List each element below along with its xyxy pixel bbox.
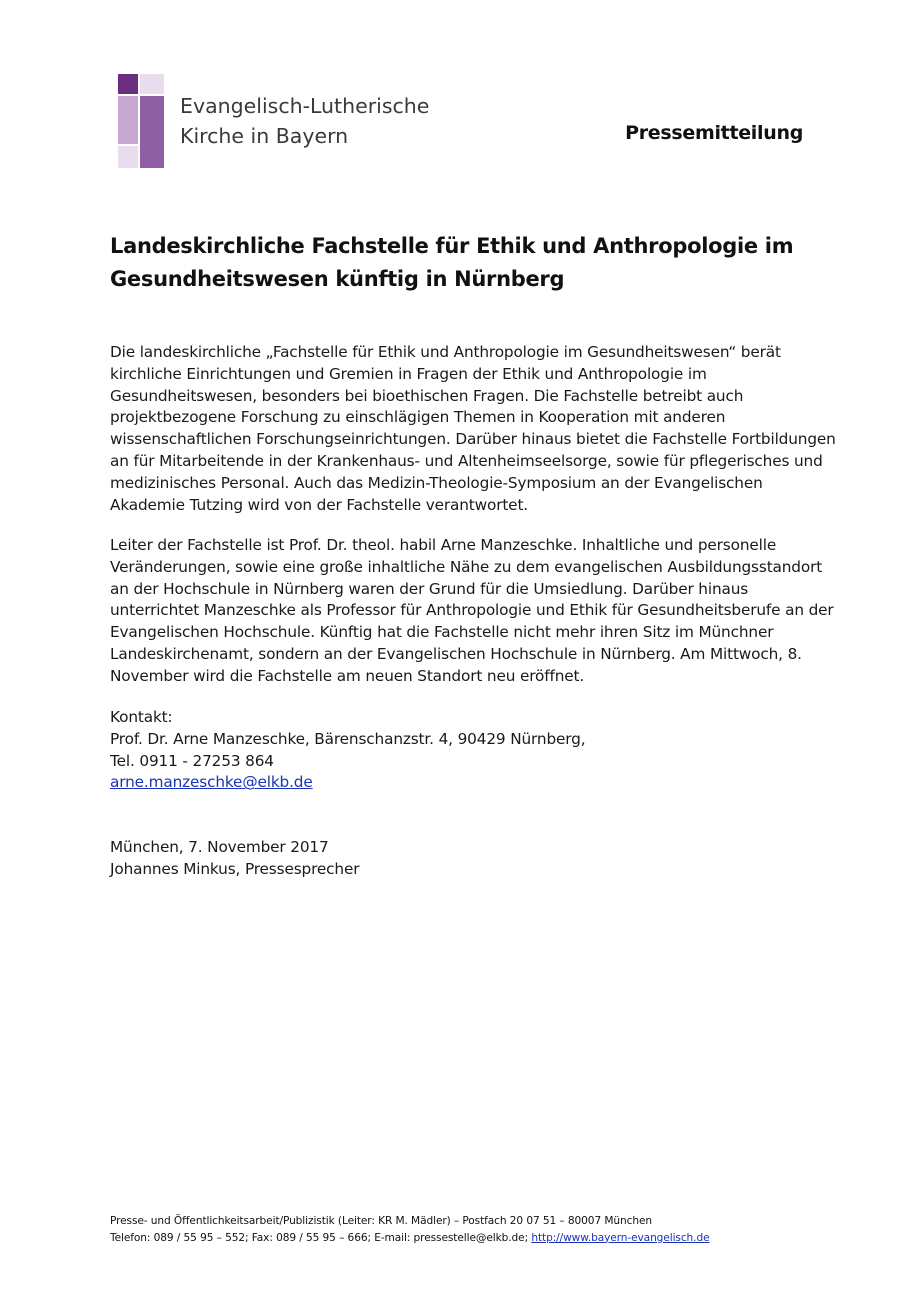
text-line: kirchliche Einrichtungen und Gremien in Fragen der Ethik und Anthropologie im	[110, 364, 707, 383]
text-line: an für Mitarbeitende in der Krankenhaus- und Altenheimseelsorge, sowie für pflegerisches und	[110, 451, 823, 470]
text-line: medizinisches Personal. Auch das Medizin-Theologie-Symposium an der Evangelischen	[110, 473, 763, 492]
logo-square	[118, 74, 138, 94]
text-line: Die landeskirchliche „Fachstelle für Ethik und Anthropologie im Gesundheitswesen“ berät	[110, 343, 781, 361]
church-logo	[118, 74, 166, 168]
footer-line-1: Presse- und Öffentlichkeitsarbeit/Publizistik (Leiter: KR M. Mädler) – Postfach 20 07 51 – 80007 München	[110, 1215, 652, 1227]
document-type: Pressemitteilung	[625, 122, 803, 144]
logo-square	[140, 74, 164, 94]
org-line-2: Kirche in Bayern	[180, 124, 349, 148]
website-link[interactable]: http://www.bayern-evangelisch.de	[531, 1231, 710, 1244]
logo-square	[118, 96, 138, 144]
text-line: Leiter der Fachstelle ist Prof. Dr. theol. habil Arne Manzeschke. Inhaltliche und personelle	[110, 536, 777, 554]
logo-square	[118, 146, 138, 168]
headline-line-1: Landeskirchliche Fachstelle für Ethik und Anthropologie im	[110, 234, 794, 258]
text-line: Veränderungen, sowie eine große inhaltliche Nähe zu dem evangelischen Ausbildungsstandort	[110, 557, 823, 576]
text-line: projektbezogene Forschung zu einschlägigen Themen in Kooperation mit anderen	[110, 408, 726, 427]
contact-address: Prof. Dr. Arne Manzeschke, Bärenschanzstr. 4, 90429 Nürnberg,	[110, 729, 586, 748]
contact-label: Kontakt:	[110, 708, 173, 726]
contact-email-link[interactable]: arne.manzeschke@elkb.de	[110, 773, 313, 792]
author: Johannes Minkus, Pressesprecher	[110, 859, 360, 878]
text-line: wissenschaftlichen Forschungseinrichtungen. Darüber hinaus bietet die Fachstelle Fortbildungen	[110, 430, 836, 449]
text-line: Akademie Tutzing wird von der Fachstelle verantwortet.	[110, 495, 529, 514]
paragraph-2	[110, 535, 834, 688]
footer-contact-text: Telefon: 089 / 55 95 – 552; Fax: 089 / 55 95 – 666; E-mail: pressestelle@elkb.de;	[110, 1231, 532, 1244]
headline-line-2: Gesundheitswesen künftig in Nürnberg	[110, 267, 565, 291]
footer-line-2	[110, 1230, 709, 1247]
signoff-block	[110, 837, 822, 881]
organization-name	[180, 91, 429, 151]
paragraph-1	[110, 342, 836, 516]
contact-phone: Tel. 0911 - 27253 864	[110, 751, 274, 770]
org-line-1: Evangelisch-Lutherische	[180, 94, 430, 118]
contact-block	[110, 707, 822, 794]
place-date: München, 7. November 2017	[110, 838, 329, 856]
text-line: Landeskirchenamt, sondern an der Evangelischen Hochschule in Nürnberg. Am Mittwoch, 8.	[110, 644, 802, 663]
text-line: November wird die Fachstelle am neuen Standort neu eröffnet.	[110, 666, 585, 685]
headline	[110, 230, 810, 296]
text-line: unterrichtet Manzeschke als Professor für Anthropologie und Ethik für Gesundheitsberufe an der	[110, 601, 834, 620]
text-line: Gesundheitswesen, besonders bei bioethischen Fragen. Die Fachstelle betreibt auch	[110, 386, 744, 405]
footer	[110, 1213, 709, 1246]
logo-square	[140, 96, 164, 168]
text-line: Evangelischen Hochschule. Künftig hat die Fachstelle nicht mehr ihren Sitz im Münchner	[110, 623, 774, 642]
text-line: an der Hochschule in Nürnberg waren der Grund für die Umsiedlung. Darüber hinaus	[110, 579, 749, 598]
